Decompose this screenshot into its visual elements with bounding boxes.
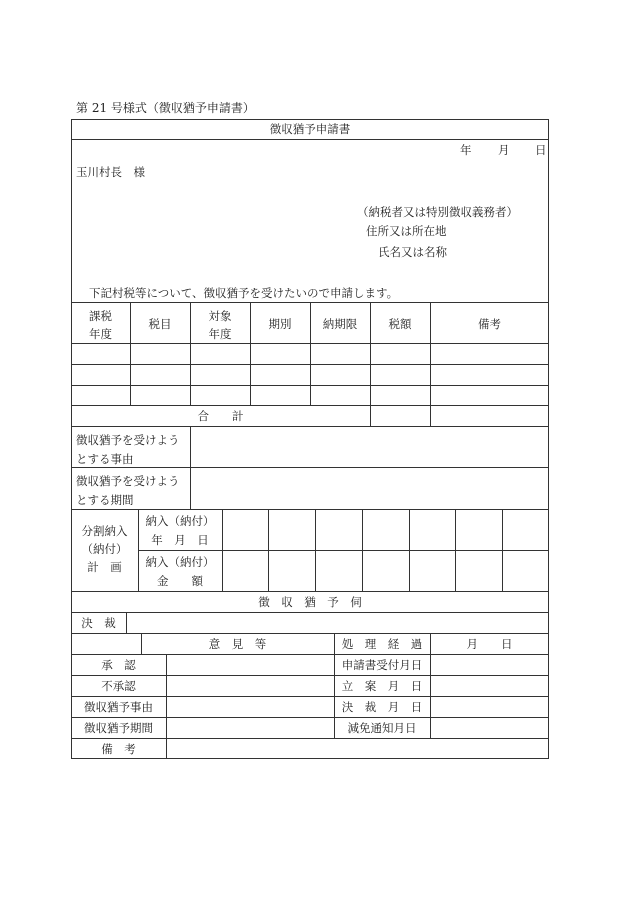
official-header-bottom	[71, 654, 549, 655]
installment-col	[502, 509, 503, 591]
reason-label	[76, 431, 180, 469]
deferral-period-label: 徴収猶予期間	[84, 721, 153, 735]
reason-field[interactable]	[191, 427, 548, 467]
period-label-line2: とする期間	[76, 493, 134, 507]
addressee: 玉川村長 様	[76, 165, 145, 179]
installment-col	[315, 509, 316, 591]
header-tax-year-line1: 課税	[89, 309, 112, 323]
date-day-label: 日	[535, 143, 547, 157]
installment-amount-line1: 納入（納付）	[145, 555, 215, 569]
header-amount: 税額	[388, 317, 412, 331]
header-target-year-line1: 対象	[208, 309, 232, 323]
installment-amount-label	[138, 553, 222, 591]
header-deadline: 納期限	[322, 317, 358, 331]
installment-label-line2: （納付）	[81, 542, 128, 556]
installment-amount-line2: 金 額	[157, 574, 203, 588]
official-row-line	[71, 696, 549, 697]
remarks-label: 備 考	[101, 742, 136, 756]
process-header: 処 理 経 過	[341, 637, 423, 651]
receipt-date-label: 申請書受付月日	[341, 658, 423, 672]
official-row-line	[71, 738, 549, 739]
draft-date-label: 立 案 月 日	[341, 679, 423, 693]
applicant-role: （納税者又は特別徴収義務者）	[357, 205, 518, 219]
approval-label: 承 認	[101, 658, 136, 672]
date-month-label: 月	[498, 143, 510, 157]
decision-row-bottom	[71, 633, 549, 634]
period-label-line1: 徴収猶予を受けよう	[76, 474, 180, 488]
installment-col	[222, 509, 223, 591]
decision-label: 決 裁	[81, 616, 116, 630]
decision-field[interactable]	[127, 613, 548, 633]
installment-col	[362, 509, 363, 591]
table-row-line	[71, 405, 549, 406]
opinion-header: 意 見 等	[208, 637, 267, 651]
installment-date-label	[138, 512, 222, 550]
header-target-year	[190, 307, 250, 343]
official-section-title: 徴 収 猶 予 伺	[258, 595, 362, 609]
date-year-label: 年	[460, 143, 472, 157]
request-statement: 下記村税等について、徴収猶予を受けたいので申請します。	[89, 286, 399, 300]
installment-date-line2: 年 月 日	[151, 533, 209, 547]
notice-date-label: 減免通知月日	[347, 721, 417, 735]
left-label-divider	[166, 654, 167, 759]
installment-bottom	[71, 591, 549, 592]
header-tax-year-line2: 年度	[89, 327, 112, 341]
date-header: 月 日	[466, 637, 513, 651]
reason-label-line2: とする事由	[76, 452, 134, 466]
installment-col	[455, 509, 456, 591]
installment-col	[409, 509, 410, 591]
installment-label-line1: 分割納入	[81, 524, 128, 538]
installment-label	[71, 522, 138, 576]
official-row-line	[71, 675, 549, 676]
total-label: 合 計	[197, 409, 244, 423]
installment-date-line1: 納入（納付）	[145, 514, 215, 528]
header-remarks: 備考	[478, 317, 501, 331]
header-tax-year	[71, 307, 130, 343]
reason-label-line1: 徴収猶予を受けよう	[76, 433, 180, 447]
table-row[interactable]	[71, 365, 549, 385]
title-divider	[71, 139, 549, 140]
table-row[interactable]	[71, 344, 549, 364]
decision-date-label: 決 裁 月 日	[341, 700, 423, 714]
address-label: 住所又は所在地	[366, 224, 447, 238]
header-period: 期別	[268, 317, 292, 331]
deferral-reason-label: 徴収猶予事由	[84, 700, 153, 714]
installment-col	[268, 509, 269, 591]
official-row-line	[71, 717, 549, 718]
name-label: 氏名又は名称	[378, 245, 447, 259]
document-title: 徴収猶予申請書	[269, 122, 351, 136]
period-field[interactable]	[191, 468, 548, 509]
header-item: 税目	[148, 317, 172, 331]
installment-mid-line	[138, 550, 549, 551]
table-row[interactable]	[71, 386, 549, 405]
header-target-year-line2: 年度	[208, 327, 232, 341]
disapproval-label: 不承認	[101, 679, 136, 693]
form-number-label: 第 21 号様式（徴収猶予申請書）	[76, 101, 255, 115]
period-label	[76, 472, 180, 510]
installment-label-line3: 計 画	[87, 560, 122, 574]
